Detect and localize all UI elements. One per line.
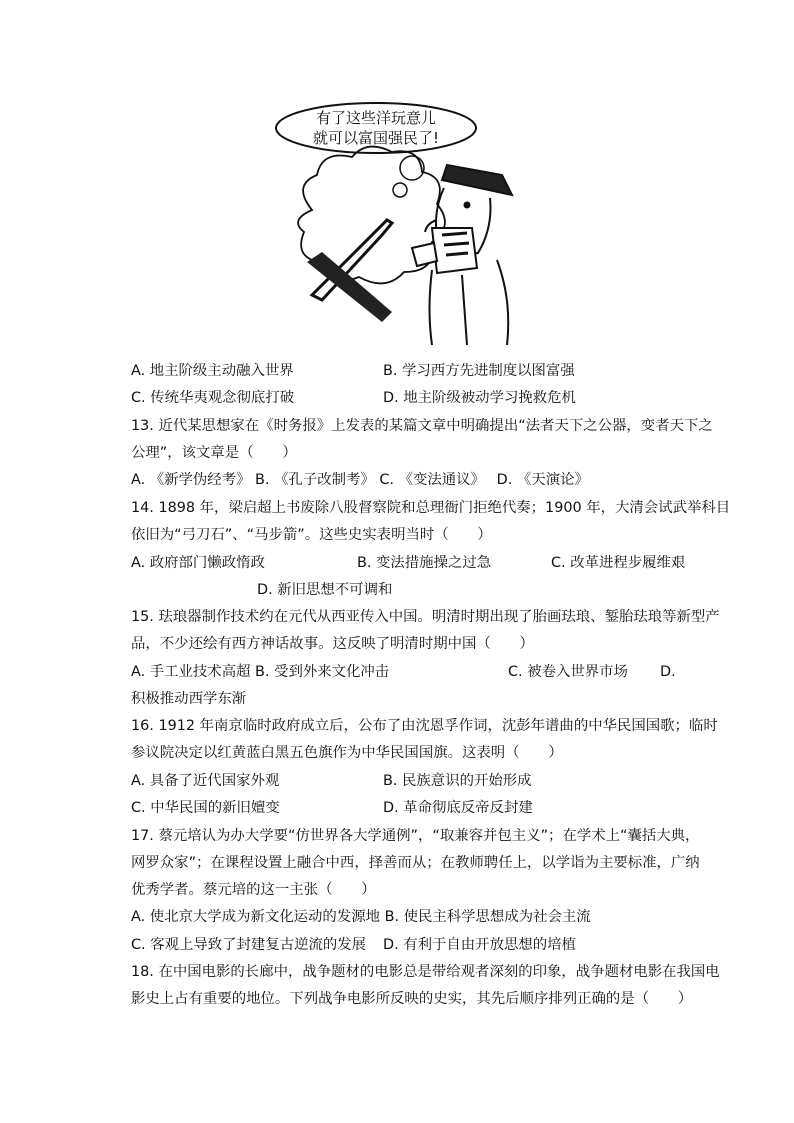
q14-stem-line-1: 14. 1898 年，梁启超上书废除八股督察院和总理衙门拒绝代奏；1900 年，大清会试武举科目 (131, 500, 731, 516)
q16-option-a[interactable]: A. 具备了近代国家外观 (131, 773, 280, 789)
q17-options-ab[interactable]: A. 使北京大学成为新文化运动的发源地 B. 使民主科学思想成为社会主流 (131, 909, 591, 925)
q12-option-c[interactable] (131, 388, 294, 408)
q14-option-c[interactable]: C. 改革进程步履维艰 (551, 555, 686, 571)
q13-stem-line-2: 公理”，该文章是（ ） (131, 445, 297, 461)
option-text: A. 地主阶级主动融入世界 (131, 363, 294, 379)
option-text: B. 学习西方先进制度以图富强 (383, 363, 575, 379)
thought-bubble-dot (393, 183, 407, 197)
speech-line-2: 就可以富国强民了! (312, 129, 440, 147)
speech-line-1: 有了这些洋玩意儿 (315, 109, 437, 127)
option-text: C. 传统华夷观念彻底打破 (131, 390, 295, 406)
q15-options-ab[interactable]: A. 手工业技术高超 B. 受到外来文化冲击 (131, 664, 390, 680)
q15-option-c[interactable]: C. 被卷入世界市场 (508, 664, 628, 680)
q18-stem-line-2: 影史上占有重要的地位。下列战争电影所反映的史实，其先后顺序排列正确的是（ ） (131, 991, 693, 1007)
q14-option-b[interactable]: B. 变法措施操之过急 (357, 555, 492, 571)
qing-official-figure (412, 165, 512, 345)
q17-option-d[interactable]: D. 有利于自由开放思想的培植 (383, 937, 576, 953)
q15-stem-line-2: 品，不少还绘有西方神话故事。这反映了明清时期中国（ ） (131, 636, 534, 652)
q13-options[interactable]: A. 《新学伪经考》 B. 《孔子改制考》 C. 《变法通议》 D. 《天演论》 (131, 472, 589, 488)
q15-option-d-label[interactable]: D. (660, 664, 676, 680)
thought-bubble-dot (400, 156, 424, 180)
q15-stem-line-1: 15. 珐琅器制作技术约在元代从西亚传入中国。明清时期出现了胎画珐琅、錾胎珐琅等新型产 (131, 609, 720, 625)
q15-option-d-text[interactable]: 积极推动西学东渐 (131, 691, 247, 707)
option-text: D. 地主阶级被动学习挽救危机 (383, 390, 576, 406)
q16-stem-line-2: 参议院决定以红黄蓝白黑五色旗作为中华民国国旗。这表明（ ） (131, 745, 563, 761)
q14-stem-line-2: 依旧为“弓刀石”、“马步箭”。这些史实表明当时（ ） (131, 527, 492, 543)
q14-option-d[interactable]: D. 新旧思想不可调和 (257, 582, 393, 598)
q17-stem-line-3: 优秀学者。蔡元培的这一主张（ ） (131, 882, 376, 898)
cartoon-illustration (272, 100, 524, 350)
q16-option-c[interactable]: C. 中华民国的新旧嬗变 (131, 800, 280, 816)
q17-stem-line-1: 17. 蔡元培认为办大学要“仿世界各大学通例”，“取兼容并包主义”；在学术上“囊括大典， (131, 828, 700, 844)
q13-stem-line-1: 13. 近代某思想家在《时务报》上发表的某篇文章中明确提出“法者天下之公器，变者天下之 (131, 418, 713, 434)
q17-stem-line-2: 网罗众家”；在课程设置上融合中西，择善而从；在教师聘任上，以学诣为主要标准，广纳 (131, 855, 700, 871)
q16-option-d[interactable]: D. 革命彻底反帝反封建 (383, 800, 533, 816)
q16-stem-line-1: 16. 1912 年南京临时政府成立后，公布了由沈恩孚作词，沈彭年谱曲的中华民国国歌；临时 (131, 718, 718, 734)
q17-option-c[interactable]: C. 客观上导致了封建复古逆流的发展 (131, 937, 367, 953)
q12-option-d[interactable] (383, 388, 576, 408)
q14-option-a[interactable]: A. 政府部门懒政惰政 (131, 555, 265, 571)
q16-option-b[interactable]: B. 民族意识的开始形成 (383, 773, 532, 789)
q12-option-a[interactable] (131, 361, 294, 381)
q12-option-b[interactable] (383, 361, 575, 381)
q18-stem-line-1: 18. 在中国电影的长廊中，战争题材的电影总是带给观者深刻的印象，战争题材电影在我国电 (131, 964, 720, 980)
